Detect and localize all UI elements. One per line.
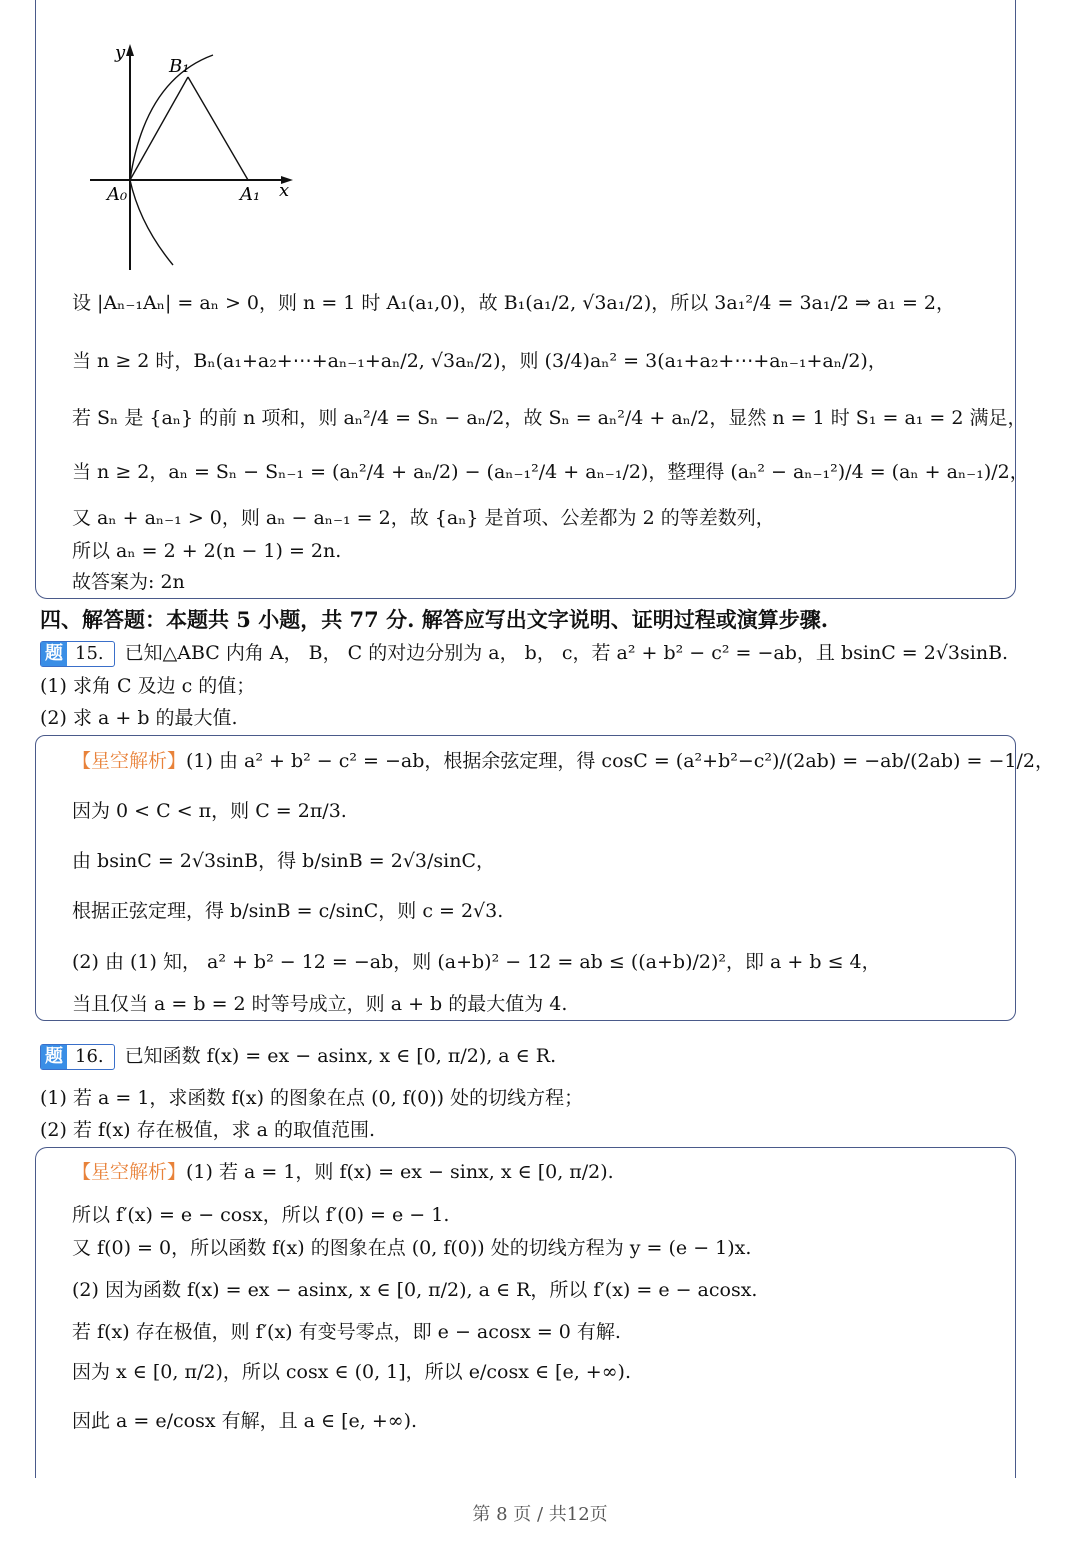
- section-title: 四、解答题：本题共 5 小题，共 77 分. 解答应写出文字说明、证明过程或演算步骤.: [40, 607, 829, 632]
- sol14-line-2: 当 n ≥ 2 时，Bₙ(a₁+a₂+⋯+aₙ₋₁+aₙ/2, √3aₙ/2)，则 (3/4)aₙ² = 3(a₁+a₂+⋯+aₙ₋₁+aₙ/2)，: [72, 350, 887, 372]
- sol16-line-7: 因此 a = e/cosx 有解，且 a ∈ [e, +∞).: [72, 1410, 418, 1432]
- sol15-line-5: (2) 由 (1) 知， a² + b² − 12 = −ab，则 (a+b)² − 12 = ab ≤ ((a+b)/2)²，即 a + b ≤ 4，: [72, 951, 881, 973]
- sol14-line-7: 故答案为: 2n: [72, 571, 185, 593]
- question-16: [40, 1041, 556, 1071]
- sol16-line-2: 所以 f′(x) = e − cosx，所以 f′(0) = e − 1.: [72, 1204, 450, 1226]
- sol16-line-1: 【星空解析】(1) 若 a = 1，则 f(x) = ex − sinx, x ∈ [0, π/2).: [72, 1161, 614, 1183]
- sol15-line-3: 由 bsinC = 2√3sinB，得 b/sinB = 2√3/sinC，: [72, 850, 496, 872]
- sol16-line-4: (2) 因为函数 f(x) = ex − asinx, x ∈ [0, π/2), a ∈ R，所以 f′(x) = e − acosx.: [72, 1279, 758, 1301]
- sol15-line-4: 根据正弦定理，得 b/sinB = c/sinC，则 c = 2√3.: [72, 900, 504, 922]
- a0-label: A₀: [107, 184, 128, 205]
- question-15-part-2: (2) 求 a + b 的最大值.: [40, 707, 238, 729]
- sol15-line-1: 【星空解析】(1) 由 a² + b² − c² = −ab，根据余弦定理，得 cosC = (a²+b²−c²)/(2ab) = −ab/(2ab) = −1/2，: [72, 750, 1054, 772]
- sol14-line-5: 又 aₙ + aₙ₋₁ > 0，则 aₙ − aₙ₋₁ = 2，故 {aₙ} 是首项、公差都为 2 的等差数列，: [72, 507, 775, 529]
- question-16-part-1: (1) 若 a = 1，求函数 f(x) 的图象在点 (0, f(0)) 处的切线方程；: [40, 1087, 584, 1109]
- page-footer: 第 8 页 / 共12页: [472, 1504, 608, 1525]
- sol14-line-6: 所以 aₙ = 2 + 2(n − 1) = 2n.: [72, 540, 342, 562]
- question-16-part-2: (2) 若 f(x) 存在极值，求 a 的取值范围.: [40, 1119, 376, 1141]
- coordinate-figure: [85, 40, 315, 275]
- sol14-line-1: 设 |Aₙ₋₁Aₙ| = aₙ > 0，则 n = 1 时 A₁(a₁,0)，故 B₁(a₁/2, √3a₁/2)，所以 3a₁²/4 = 3a₁/2 ⇒ a₁ = 2，: [72, 292, 955, 314]
- sol16-line-3: 又 f(0) = 0，所以函数 f(x) 的图象在点 (0, f(0)) 处的切线方程为 y = (e − 1)x.: [72, 1237, 752, 1259]
- question-badge: 题 15.: [40, 641, 115, 667]
- y-label: y: [115, 42, 126, 63]
- analysis-tag: 【星空解析】: [72, 750, 187, 772]
- segment-b1-a1: [188, 77, 248, 180]
- question-15-text: 已知△ABC 内角 A， B， C 的对边分别为 a， b， c，若 a² + b² − c² = −ab，且 bsinC = 2√3sinB.: [124, 642, 1009, 664]
- question-15-part-1: (1) 求角 C 及边 c 的值；: [40, 675, 256, 697]
- sol15-line-2: 因为 0 < C < π，则 C = 2π/3.: [72, 800, 347, 822]
- solution-box-15: [35, 735, 1016, 1021]
- x-label: x: [279, 180, 290, 201]
- sol16-line-6: 因为 x ∈ [0, π/2)，所以 cosx ∈ (0, 1]，所以 e/cosx ∈ [e, +∞).: [72, 1361, 631, 1383]
- sol16-line-5: 若 f(x) 存在极值，则 f′(x) 有变号零点，即 e − acosx = 0 有解.: [72, 1321, 621, 1343]
- parabola-curve: [130, 55, 213, 265]
- question-badge: 题 16.: [40, 1044, 115, 1070]
- sol15-line-6: 当且仅当 a = b = 2 时等号成立，则 a + b 的最大值为 4.: [72, 993, 568, 1015]
- question-15: [40, 638, 1008, 668]
- y-axis-arrow: [126, 44, 134, 56]
- a1-label: A₁: [240, 184, 261, 205]
- sol14-line-3: 若 Sₙ 是 {aₙ} 的前 n 项和，则 aₙ²/4 = Sₙ − aₙ/2，故 Sₙ = aₙ²/4 + aₙ/2，显然 n = 1 时 S₁ = a₁ = 2 满足，: [72, 407, 1027, 429]
- segment-a0-b1: [130, 77, 188, 180]
- analysis-tag: 【星空解析】: [72, 1161, 187, 1183]
- question-16-text: 已知函数 f(x) = ex − asinx, x ∈ [0, π/2), a ∈ R.: [124, 1045, 557, 1067]
- sol14-line-4: 当 n ≥ 2，aₙ = Sₙ − Sₙ₋₁ = (aₙ²/4 + aₙ/2) − (aₙ₋₁²/4 + aₙ₋₁/2)，整理得 (aₙ² − aₙ₋₁²)/4 = (aₙ + aₙ₋₁)/2，: [72, 461, 1029, 483]
- b1-label: B₁: [169, 56, 190, 77]
